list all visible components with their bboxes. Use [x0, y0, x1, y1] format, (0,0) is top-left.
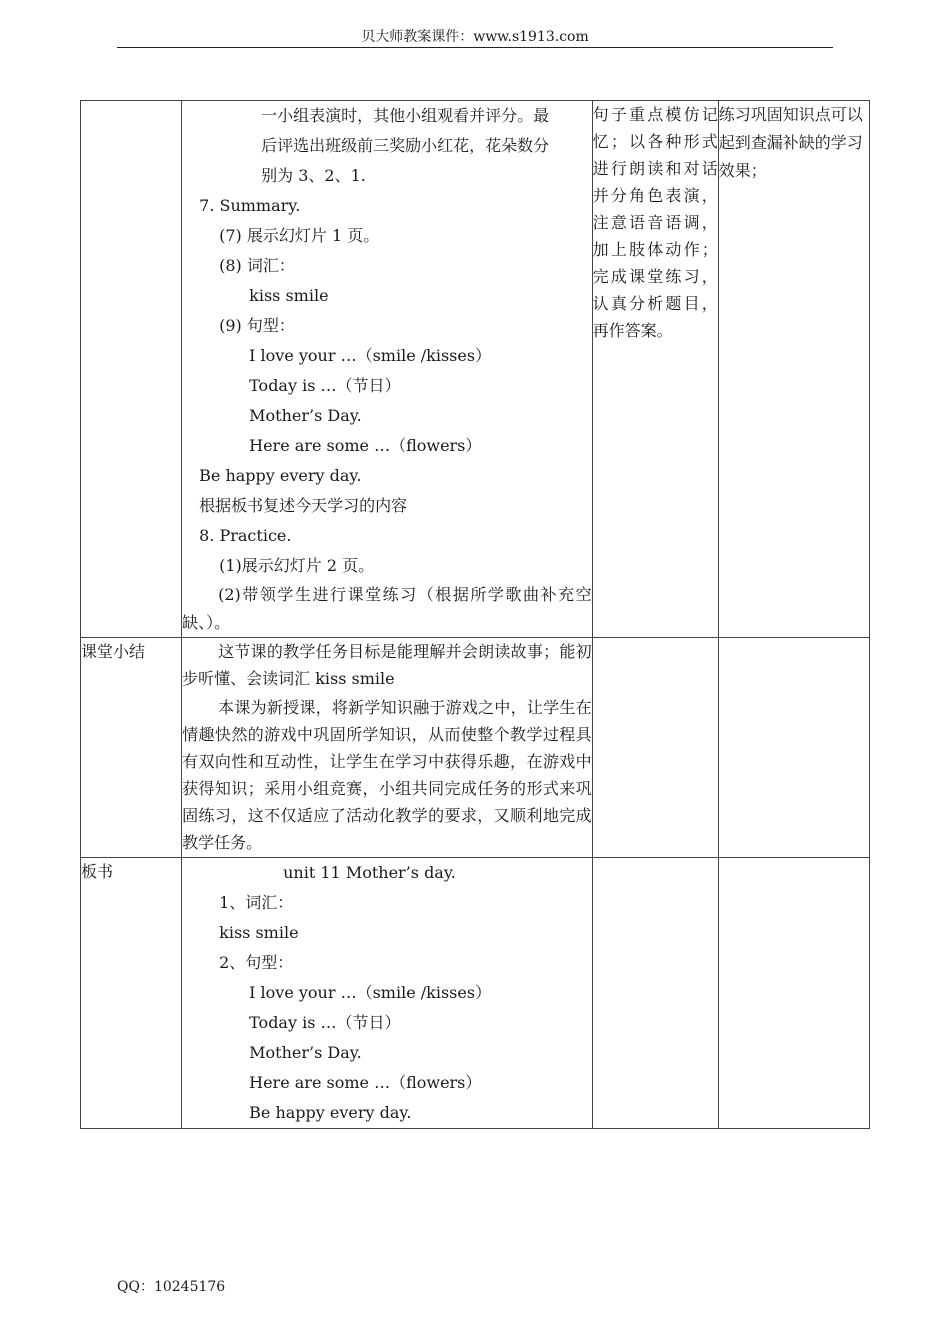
process-line: Mother’s Day. [249, 406, 362, 425]
process-line: Here are some …（flowers） [249, 436, 482, 455]
board-line: 1、词汇： [219, 893, 294, 912]
process-line: 后评选出班级前三奖励小红花，花朵数分 [261, 136, 550, 155]
process-line: 别为 3、2、1. [261, 166, 366, 185]
board-line: kiss smile [219, 923, 299, 942]
board-line: Mother’s Day. [249, 1043, 362, 1062]
table-row-board [81, 858, 870, 1129]
process-line: 根据板书复述今天学习的内容 [199, 496, 408, 515]
board-empty-cell [718, 858, 869, 1129]
summary-empty-cell [718, 638, 869, 858]
board-content-cell [182, 858, 593, 1129]
student-activity-cell: 句子重点模仿记忆；以各种形式进行朗读和对话并分角色表演，注意语音语调，加上肢体动作；完成课堂练习，认真分析题目，再作答案。 [592, 101, 718, 638]
table-row-summary [81, 638, 870, 858]
summary-paragraph: 这节课的教学任务目标是能理解并会朗读故事；能初步听懂、会读词汇 kiss smile [182, 642, 592, 688]
board-label: 板书 [81, 858, 182, 1129]
process-line: 8. Practice. [199, 526, 292, 545]
board-line: Be happy every day. [249, 1103, 412, 1122]
process-line: 7. Summary. [199, 196, 301, 215]
summary-paragraph: 本课为新授课，将新学知识融于游戏之中，让学生在情趣快然的游戏中巩固所学知识，从而使整个教学过程具有双向性和互动性，让学生在学习中获得乐趣，在游戏中获得知识；采用小组竞赛，小组共同完成任务的形式来巩固练习，这不仅适应了活动化教学的要求，又顺利地完成教学任务。 [182, 698, 592, 852]
process-label-cell [81, 101, 182, 638]
summary-empty-cell [592, 638, 718, 858]
process-line: kiss smile [249, 286, 329, 305]
process-line: (9) 句型： [219, 316, 295, 335]
summary-label: 课堂小结 [81, 638, 182, 858]
process-line: (7) 展示幻灯片 1 页。 [219, 226, 380, 245]
process-line: Be happy every day. [199, 466, 362, 485]
header-rule [117, 47, 833, 48]
process-line: Today is …（节日） [249, 376, 401, 395]
process-line: (1)展示幻灯片 2 页。 [219, 556, 375, 575]
design-intent-cell: 练习巩固知识点可以起到查漏补缺的学习效果； [718, 101, 869, 638]
lesson-plan-table [80, 100, 870, 1129]
table-row-process [81, 101, 870, 638]
board-line: Today is …（节日） [249, 1013, 401, 1032]
page-header: 贝大师教案课件：www.s1913.com [361, 29, 589, 45]
process-line: (8) 词汇： [219, 256, 295, 275]
process-line: 一小组表演时，其他小组观看并评分。最 [261, 106, 550, 125]
board-title: unit 11 Mother’s day. [283, 863, 456, 882]
board-line: 2、句型： [219, 953, 294, 972]
board-line: Here are some …（flowers） [249, 1073, 482, 1092]
board-line: I love your …（smile /kisses） [249, 983, 492, 1002]
footer-qq: QQ：10245176 [117, 1279, 226, 1295]
process-line: I love your …（smile /kisses） [249, 346, 492, 365]
process-line: (2)带领学生进行课堂练习（根据所学歌曲补充空缺、）。 [182, 585, 592, 632]
summary-content-cell [182, 638, 593, 858]
process-content-cell [182, 101, 593, 638]
board-empty-cell [592, 858, 718, 1129]
